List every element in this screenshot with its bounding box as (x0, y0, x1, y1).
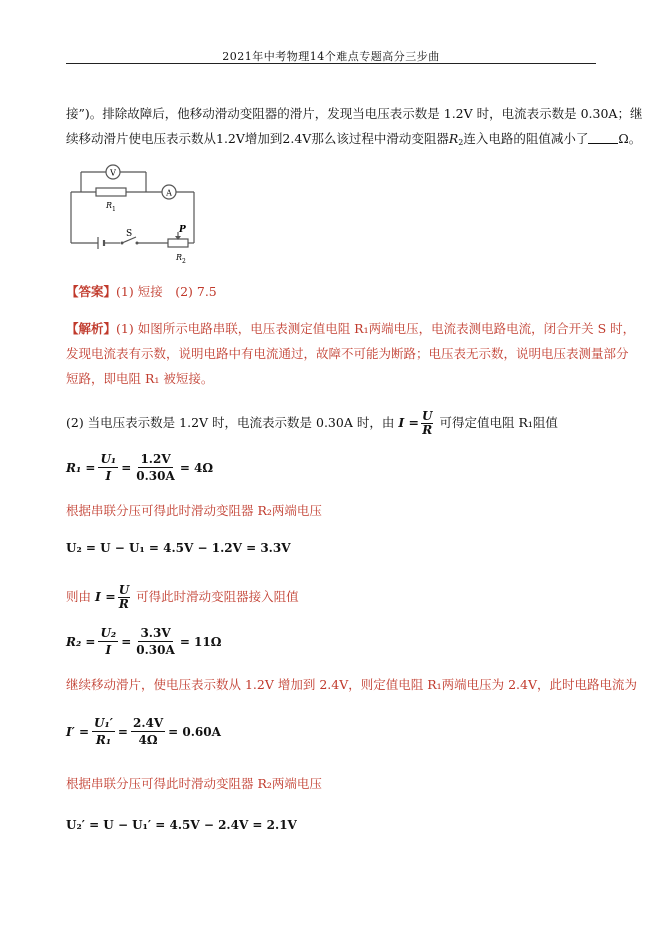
circuit-diagram (66, 160, 206, 265)
f1-eq: = (121, 460, 132, 475)
step-2 (66, 584, 299, 611)
f3-frac-2 (134, 626, 177, 657)
f4-frac-2 (131, 716, 165, 747)
resistor-r1-symbol (96, 188, 126, 196)
step-1: 根据串联分压可得此时滑动变阻器 R₂两端电压 (66, 503, 322, 518)
f4-d2: 4Ω (138, 733, 158, 747)
f1-n2: 1.2V (140, 452, 171, 466)
f3-n1: U₂ (100, 626, 117, 640)
analysis-line-1-text: (1) 如图所示电路串联，电压表测定值电阻 R₁两端电压，电流表测电路电流，闭合开关 S 时， (116, 321, 636, 336)
analysis-line-1 (66, 316, 635, 341)
r1-sub: 1 (112, 206, 116, 213)
header-divider (66, 63, 596, 64)
step-4: 根据串联分压可得此时滑动变阻器 R₂两端电压 (66, 776, 322, 791)
f3-d1: I (105, 643, 112, 657)
ohm-law-fraction-2 (118, 584, 130, 611)
f1-d1: I (105, 469, 112, 483)
f4-res: = 0.60A (168, 724, 221, 739)
f4-n2: 2.4V (132, 716, 164, 730)
f2-expr: U₂ = U − U₁ = 4.5V − 1.2V = 3.3V (66, 541, 291, 555)
f1-n1: U₁ (100, 452, 117, 466)
ohm-law-den-2: R (118, 597, 129, 611)
answer-line (66, 279, 217, 304)
f1-lhs: R₁ = (66, 460, 96, 475)
f1-frac-1 (98, 452, 118, 483)
r2-label: R (176, 253, 183, 262)
formula-i-prime (66, 716, 221, 747)
question-unit: Ω。 (618, 131, 642, 146)
step-2-b: 可得此时滑动变阻器接入阻值 (136, 589, 299, 604)
answer-blank[interactable] (588, 131, 618, 144)
f5-expr: U₂′ = U − U₁′ = 4.5V − 2.4V = 2.1V (66, 818, 297, 832)
voltmeter-label: V (110, 168, 116, 178)
f1-res: = 4Ω (179, 460, 214, 475)
f3-d2: 0.30A (136, 643, 175, 657)
f4-n1: U₁′ (94, 716, 113, 730)
f4-frac-1 (92, 716, 115, 747)
f3-lhs: R₂ = (66, 634, 96, 649)
formula-u2 (66, 541, 291, 555)
answer-tag: 【答案】 (66, 284, 117, 299)
page-header: 2021年中考物理14个难点专题高分三步曲 (222, 50, 440, 63)
analysis-tag: 【解析】 (66, 321, 117, 336)
question-r2-var: R (448, 131, 459, 146)
f1-frac-2 (134, 452, 177, 483)
slider-label: P (179, 225, 186, 235)
ohm-law-lhs: I = (398, 415, 420, 430)
f4-eq: = (117, 724, 128, 739)
ohm-law-fraction (421, 410, 433, 437)
step-3: 继续移动滑片，使电压表示数从 1.2V 增加到 2.4V，则定值电阻 R₁两端电压为 2.4V，此时电路电流为 (66, 677, 638, 692)
question-line-2a: 续移动滑片使电压表示数从1.2V增加到2.4V那么该过程中滑动变阻器 (66, 131, 449, 146)
f4-lhs: I′ = (66, 724, 90, 739)
ohm-law-num: U (422, 409, 433, 423)
r1-label: R (106, 201, 113, 210)
switch-label: S (126, 229, 133, 239)
question-line-2b: 连入电路的阻值减小了 (463, 131, 589, 146)
rheostat-r2-symbol (168, 239, 188, 247)
part2-line-a: (2) 当电压表示数是 1.2V 时，电流表示数是 0.30A 时，由 (66, 415, 395, 430)
ohm-law-den: R (422, 423, 433, 437)
question-line-2 (66, 126, 641, 155)
part2-line (66, 410, 558, 437)
f3-res: = 11Ω (179, 634, 222, 649)
ammeter-label: A (166, 188, 172, 198)
analysis-line-3: 短路，即电阻 R₁ 被短接。 (66, 371, 214, 386)
f1-d2: 0.30A (136, 469, 175, 483)
answer-text: (1) 短接 (2) 7.5 (116, 284, 217, 299)
part2-line-b: 可得定值电阻 R₁阻值 (439, 415, 558, 430)
formula-r1 (66, 452, 213, 483)
ohm-law-num-2: U (118, 583, 130, 597)
f3-eq: = (121, 634, 132, 649)
ohm-law-lhs-2: I = (95, 589, 116, 604)
question-r2-sub: 2 (458, 138, 464, 147)
question-line-1: 接”)。排除故障后，他移动滑动变阻器的滑片，发现当电压表示数是 1.2V 时，电流表示数是 0.30A；继 (66, 106, 643, 121)
step-2-a: 则由 (66, 589, 92, 604)
formula-u2-prime (66, 818, 297, 832)
analysis-line-2: 发现电流表有示数，说明电路中有电流通过，故障不可能为断路；电压表无示数，说明电压表测量部分 (66, 346, 629, 361)
formula-r2 (66, 626, 221, 657)
f4-d1: R₁ (95, 733, 112, 747)
f3-n2: 3.3V (140, 626, 171, 640)
r2-sub: 2 (182, 258, 186, 265)
f3-frac-1 (98, 626, 118, 657)
